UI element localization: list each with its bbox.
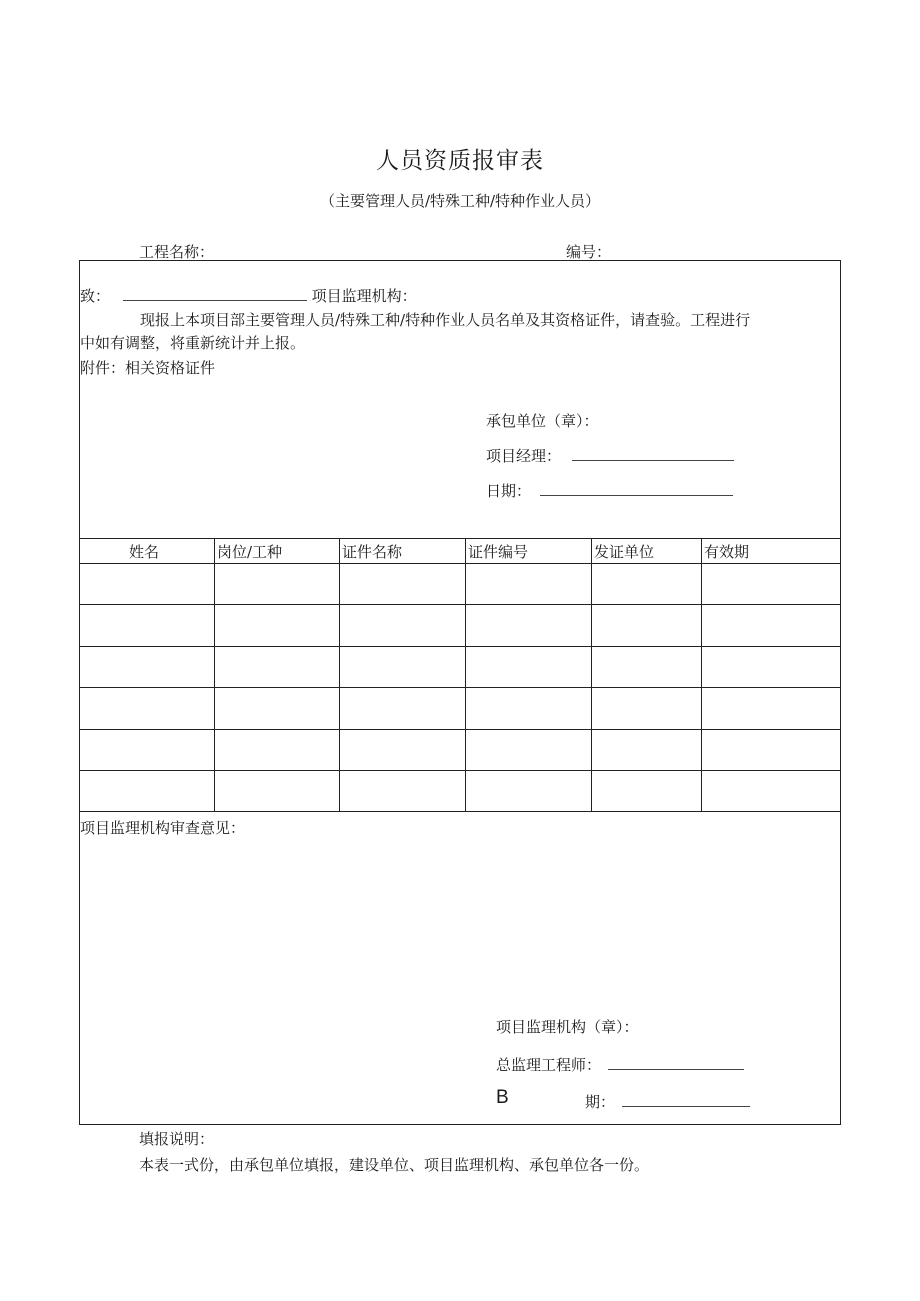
- attachment-line: 附件：相关资格证件: [80, 359, 216, 377]
- project-manager-blank[interactable]: [572, 448, 734, 461]
- row-divider: [80, 687, 840, 688]
- table-bottom-border: [80, 811, 840, 812]
- notes-heading: 填报说明：: [139, 1130, 215, 1148]
- body-line-2: 中如有调整，将重新统计并上报。: [80, 334, 306, 352]
- chief-engineer-line: [496, 1054, 744, 1075]
- submission-date-line: [486, 480, 733, 501]
- column-divider: [465, 538, 466, 811]
- row-divider: [80, 646, 840, 647]
- supervisor-seal-label: 项目监理机构（章）：: [496, 1018, 639, 1036]
- column-divider: [214, 538, 215, 811]
- column-divider: [591, 538, 592, 811]
- header-name: 姓名: [129, 543, 160, 561]
- page-subtitle: （主要管理人员/特殊工种/特种作业人员）: [319, 192, 601, 210]
- table-top-border: [80, 538, 840, 539]
- header-validity: 有效期: [704, 543, 750, 561]
- review-date-label: 期：: [585, 1093, 616, 1111]
- notes-text: 本表一式份，由承包单位填报，建设单位、项目监理机构、承包单位各一份。: [139, 1156, 650, 1174]
- header-cert-number: 证件编号: [468, 543, 529, 561]
- page-title: 人员资质报审表: [376, 148, 544, 174]
- to-label: 致：: [80, 287, 111, 305]
- review-opinion-label: 项目监理机构审查意见：: [80, 819, 246, 837]
- column-divider: [339, 538, 340, 811]
- chief-engineer-blank[interactable]: [608, 1057, 744, 1070]
- to-line: [80, 285, 417, 306]
- submission-date-label: 日期：: [486, 482, 532, 500]
- chief-engineer-label: 总监理工程师：: [496, 1056, 602, 1074]
- number-label: 编号：: [566, 243, 612, 261]
- column-divider: [701, 538, 702, 811]
- table-header-border: [80, 563, 840, 564]
- header-issuing-unit: 发证单位: [594, 543, 655, 561]
- submission-date-blank[interactable]: [540, 483, 733, 496]
- addressee-blank[interactable]: [123, 288, 307, 301]
- row-divider: [80, 604, 840, 605]
- review-date-blank[interactable]: [622, 1094, 750, 1107]
- review-date-prefix: B: [496, 1087, 509, 1108]
- project-manager-line: [486, 445, 734, 466]
- header-position: 岗位/工种: [217, 543, 283, 561]
- body-line-1: 现报上本项目部主要管理人员/特殊工种/特种作业人员名单及其资格证件，请查验。工程进行: [140, 311, 751, 329]
- contractor-seal-label: 承包单位（章）：: [486, 412, 599, 430]
- row-divider: [80, 770, 840, 771]
- project-name-label: 工程名称：: [139, 243, 215, 261]
- project-manager-label: 项目经理：: [486, 447, 562, 465]
- supervisor-org-label: 项目监理机构：: [311, 287, 417, 305]
- header-cert-name: 证件名称: [342, 543, 403, 561]
- form-frame: [79, 260, 841, 1125]
- row-divider: [80, 729, 840, 730]
- review-date-line: [585, 1091, 750, 1112]
